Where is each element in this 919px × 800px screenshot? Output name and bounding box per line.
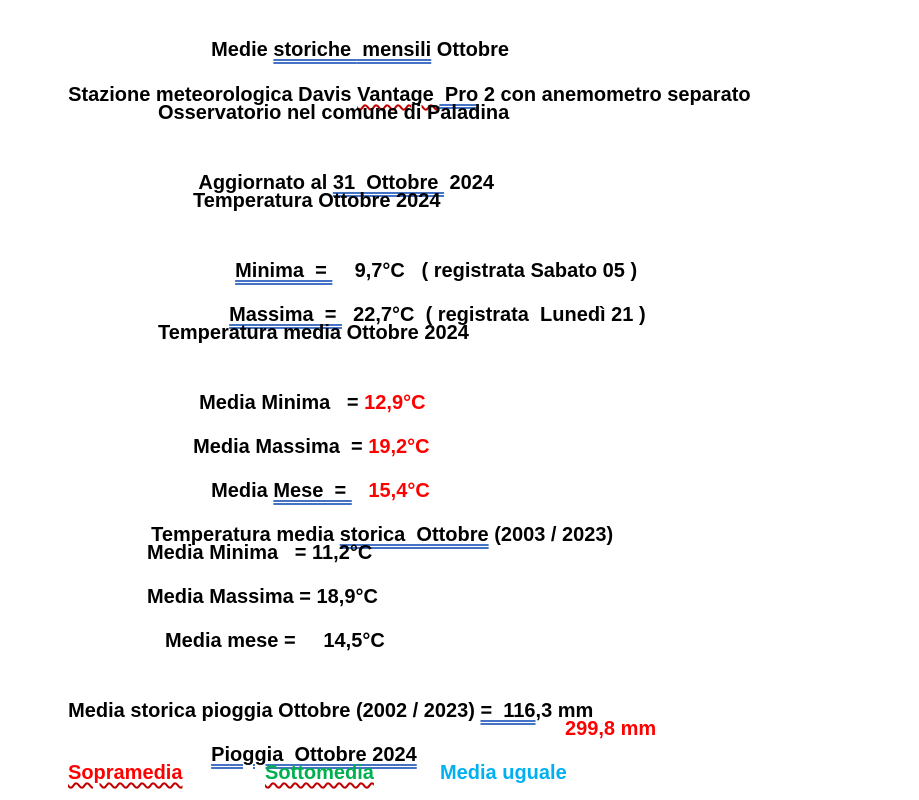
minimum-value: 9,7°C ( registrata Sabato 05 ) <box>332 260 638 282</box>
station-part: Stazione meteorologica Davis <box>68 84 358 106</box>
historical-heading-part: Temperatura media <box>151 524 340 546</box>
temperature-mean-heading: Temperatura media Ottobre 2024 <box>158 322 469 344</box>
current-rain-value: 299,8 mm <box>565 718 657 740</box>
mean-month-label-underlined: Mese = <box>273 480 352 502</box>
historical-heading-part: (2003 / 2023) <box>488 524 614 546</box>
temperature-month-heading: Temperatura Ottobre 2024 <box>193 190 441 212</box>
mean-minimum-value: 12,9°C <box>364 392 426 414</box>
historical-heading-underlined: storica Ottobre <box>339 524 489 546</box>
mean-maximum-value: 19,2°C <box>368 436 430 458</box>
historical-rain-label: Media storica pioggia Ottobre (2002 / 2023) <box>68 700 481 722</box>
mean-month-value: 15,4°C <box>351 480 430 502</box>
legend-equal-average: Media uguale <box>440 762 567 784</box>
mean-month-label: Media <box>211 480 274 502</box>
station-part-underlined: Vantage <box>357 84 440 106</box>
current-rain-label-text: Pioggia Ottobre 2024 <box>211 744 417 766</box>
maximum-label: Massima = <box>229 304 342 326</box>
historical-rain-value-underlined: = 116 <box>480 700 536 722</box>
title-part: Medie <box>211 39 274 61</box>
title-part-underlined: mensili <box>356 39 432 61</box>
mean-maximum-label: Media Massima = <box>193 436 369 458</box>
legend-below-average: Sottomedia <box>265 762 374 784</box>
historical-maximum-line: Media Massima = 18,9°C <box>147 586 378 608</box>
updated-part: Aggiornato al <box>198 172 333 194</box>
updated-part: 2024 <box>443 172 495 194</box>
maximum-value: 22,7°C ( registrata Lunedì 21 ) <box>341 304 646 326</box>
title-part-underlined: storiche <box>273 39 357 61</box>
title-part: Ottobre <box>431 39 509 61</box>
updated-date: 31 Ottobre <box>332 172 444 194</box>
historical-month-line: Media mese = 14,5°C <box>165 630 385 652</box>
minimum-label: Minima = <box>235 260 333 282</box>
mean-minimum-label: Media Minima = <box>199 392 365 414</box>
station-part-underlined: Pro <box>439 84 479 106</box>
observatory-line: Osservatorio nel comune di Paladina <box>158 102 510 124</box>
legend-above-average: Sopramedia <box>68 762 183 784</box>
station-part: 2 con anemometro separato <box>478 84 751 106</box>
historical-minimum-line: Media Minima = 11,2°C <box>147 542 373 564</box>
historical-rain-value-unit: ,3 mm <box>535 700 594 722</box>
